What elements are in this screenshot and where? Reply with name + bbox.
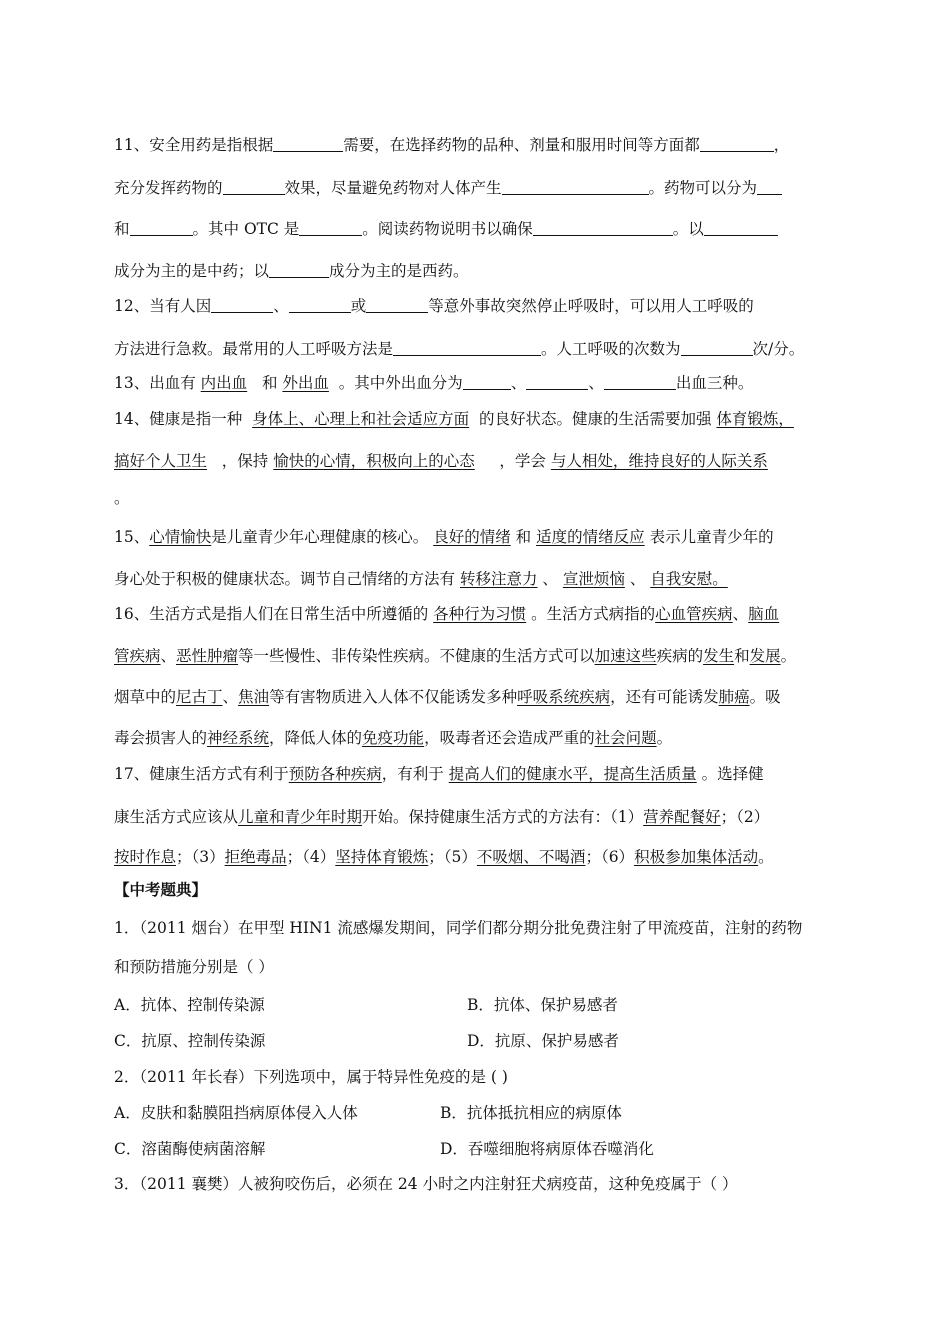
q16-line-4: 毒会损害人的神经系统，降低人体的免疫功能，吸毒者还会造成严重的社会问题。: [114, 729, 673, 747]
answer-blank[interactable]: [130, 220, 193, 236]
answer-blank[interactable]: [366, 297, 428, 313]
q14-line-2: 搞好个人卫生 ，保持 愉快的心情，积极向上的心态 ，学会 与人相处，维持良好的人际关系: [114, 452, 768, 470]
answer-blank[interactable]: [704, 220, 778, 236]
q13-line: 13、出血有 内出血 和 外出血 。其中外出血分为 、 、 出血三种。: [114, 374, 754, 392]
q16-line-1: 16、生活方式是指人们在日常生活中所遵循的 各种行为习惯 。生活方式病指的心血管疾病、脑血: [114, 605, 780, 623]
exam-q2-option-c[interactable]: C．溶菌酶使病菌溶解: [114, 1140, 266, 1158]
answer-blank[interactable]: [533, 220, 673, 236]
exam-q3-stem: 3．（2011 襄樊）人被狗咬伤后，必须在 24 小时之内注射狂犬病疫苗，这种免疫属于（ ）: [114, 1175, 738, 1193]
answer-blank[interactable]: [273, 136, 343, 152]
exam-q2-option-a[interactable]: A．皮肤和黏膜阻挡病原体侵入人体: [114, 1104, 358, 1122]
q17-line-1: 17、健康生活方式有利于预防各种疾病，有利于 提高人们的健康水平，提高生活质量 。选择健: [114, 765, 764, 783]
section-heading: 【中考题典】: [114, 880, 208, 899]
q14-line-3: 。: [114, 489, 130, 507]
q11-line-1: 11、安全用药是指根据 需要，在选择药物的品种、剂量和服用时间等方面都 ，: [114, 136, 790, 154]
exam-q2-option-d[interactable]: D．吞噬细胞将病原体吞噬消化: [440, 1140, 654, 1158]
q15-line-2: 身心处于积极的健康状态。调节自己情绪的方法有 转移注意力 、 宣泄烦恼 、 自我安慰。: [114, 570, 728, 588]
q17-line-2: 康生活方式应该从儿童和青少年时期开始。保持健康生活方式的方法有：（1）营养配餐好；（2）: [114, 808, 770, 826]
answer-blank[interactable]: [681, 340, 753, 356]
q17-line-3: 按时作息；（3）拒绝毒品；（4）坚持体育锻炼；（5）不吸烟、不喝酒；（6）积极参加集体活动。: [114, 848, 774, 866]
answer-blank[interactable]: [393, 340, 541, 356]
answer-blank[interactable]: [289, 297, 351, 313]
answer-blank[interactable]: [502, 179, 649, 195]
answer-blank[interactable]: [757, 179, 782, 195]
answer-blank[interactable]: [223, 179, 285, 195]
q16-line-3: 烟草中的尼古丁、焦油等有害物质进入人体不仅能诱发多种呼吸系统疾病，还有可能诱发肺癌。吸: [114, 688, 781, 706]
exam-q1-stem: 1．（2011 烟台）在甲型 HIN1 流感爆发期间，同学们都分期分批免费注射了甲流疫苗，注射的药物: [114, 919, 803, 937]
answer-blank[interactable]: [604, 374, 676, 390]
answer-blank[interactable]: [211, 297, 273, 313]
q12-line-2: 方法进行急救。最常用的人工呼吸方法是 。人工呼吸的次数为 次/分。: [114, 340, 805, 358]
answer-blank[interactable]: [700, 136, 774, 152]
q11-line-3: 和 。其中 OTC 是 。阅读药物说明书以确保 。以: [114, 219, 778, 239]
q11-line-4: 成分为主的是中药；以 成分为主的是西药。: [114, 262, 469, 280]
q12-line-1: 12、当有人因 、 或 等意外事故突然停止呼吸时，可以用人工呼吸的: [114, 297, 754, 315]
exam-q1-stem-cont: 和预防措施分别是（ ）: [114, 958, 274, 976]
exam-q1-option-b[interactable]: B．抗体、保护易感者: [467, 996, 618, 1014]
answer-blank[interactable]: [299, 220, 362, 236]
exam-q1-option-d[interactable]: D．抗原、保护易感者: [467, 1032, 619, 1050]
answer-blank[interactable]: [463, 374, 511, 390]
q15-line-1: 15、心情愉快是儿童青少年心理健康的核心。 良好的情绪 和 适度的情绪反应 表示儿童青少年的: [114, 528, 774, 546]
exam-q1-option-a[interactable]: A．抗体、控制传染源: [114, 996, 265, 1014]
exam-q2-option-b[interactable]: B．抗体抵抗相应的病原体: [440, 1104, 622, 1122]
q14-line-1: 14、健康是指一种 身体上、心理上和社会适应方面 的良好状态。健康的生活需要加强 体育锻炼，: [114, 410, 794, 428]
exam-q2-stem: 2．（2011 年长春）下列选项中，属于特异性免疫的是 ( ): [114, 1068, 508, 1086]
exam-q1-option-c[interactable]: C．抗原、控制传染源: [114, 1032, 266, 1050]
answer-blank[interactable]: [526, 374, 588, 390]
q11-line-2: 充分发挥药物的 效果，尽量避免药物对人体产生 。药物可以分为: [114, 178, 782, 198]
q16-line-2: 管疾病、恶性肿瘤等一些慢性、非传染性疾病。不健康的生活方式可以加速这些疾病的发生和发展。: [114, 647, 797, 665]
answer-blank[interactable]: [269, 262, 329, 278]
